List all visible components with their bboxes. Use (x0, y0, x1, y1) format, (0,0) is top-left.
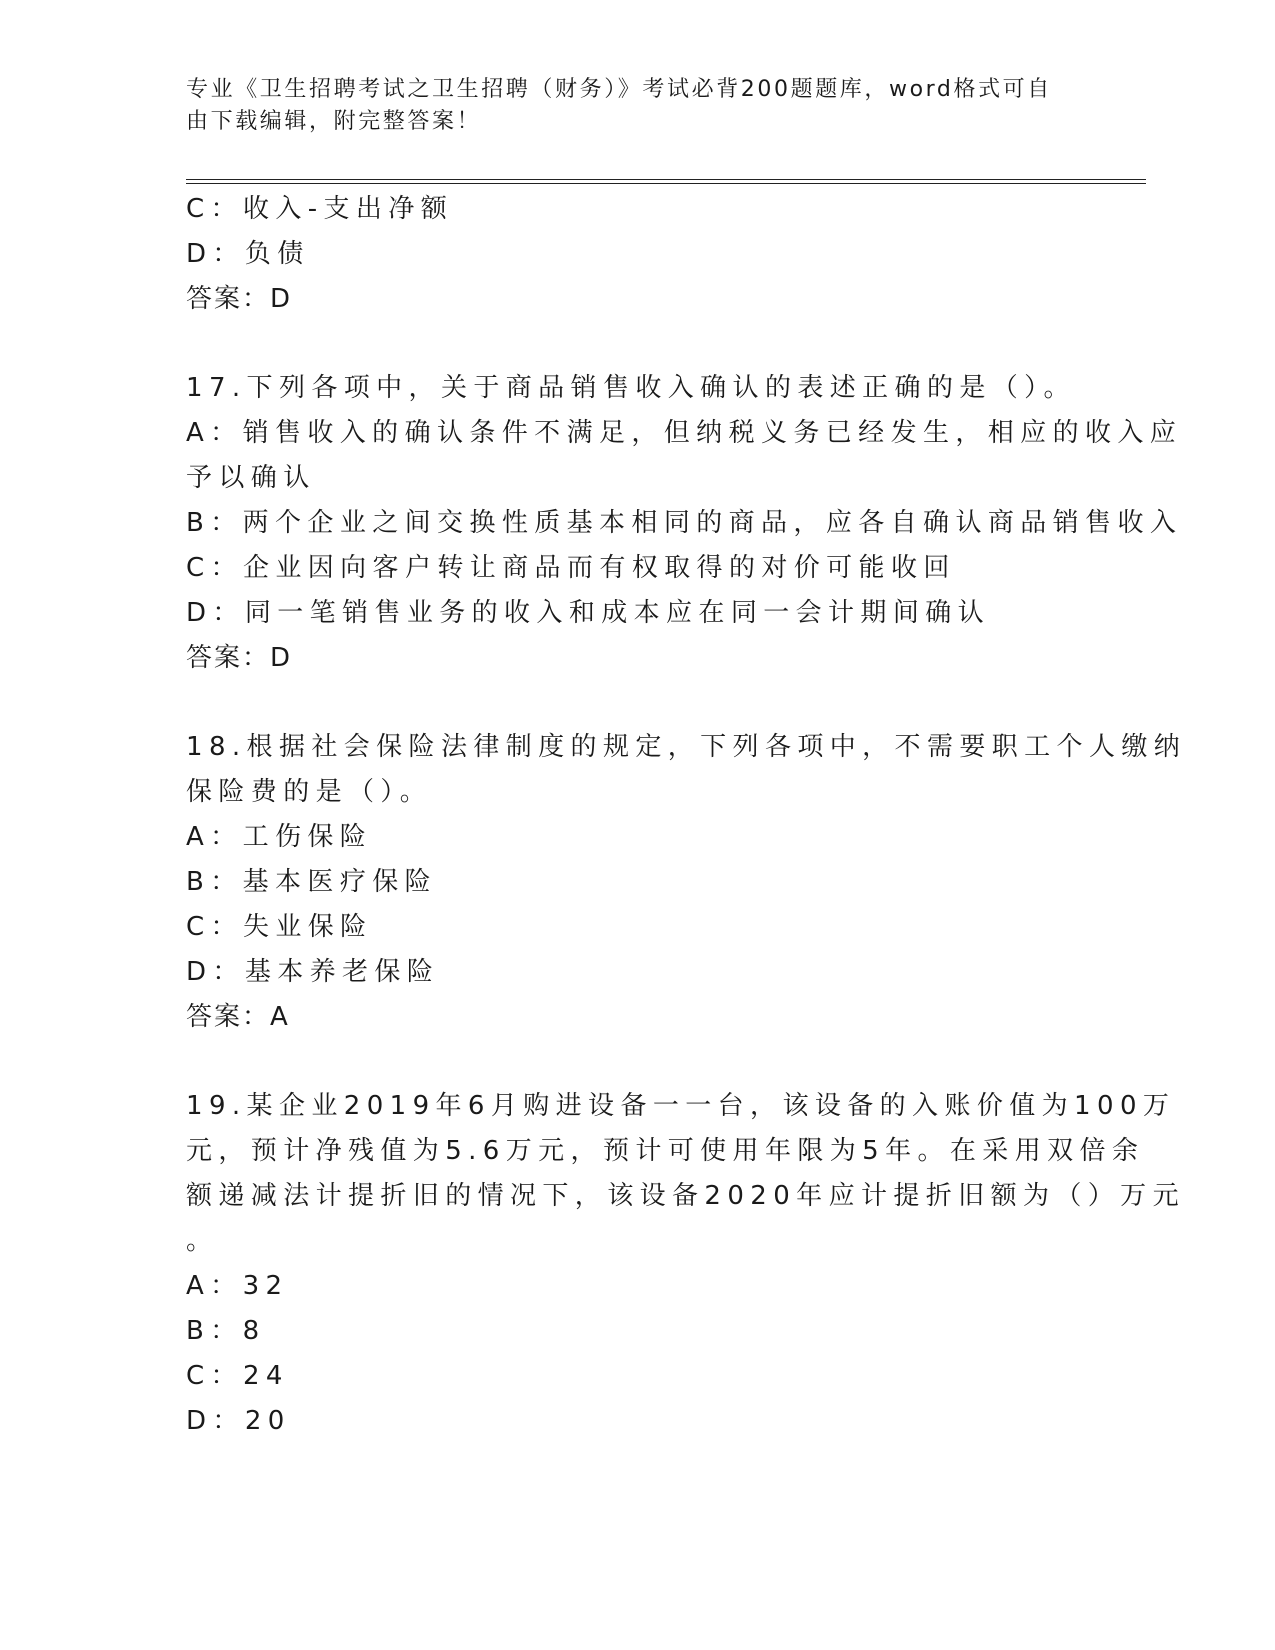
q17-option-b: B：两个企业之间交换性质基本相同的商品，应各自确认商品销售收入 (186, 508, 1183, 538)
q19-option-c: C：24 (186, 1361, 289, 1391)
q19-stem-line-3: 额递减法计提折旧的情况下，该设备2020年应计提折旧额为（）万元 (186, 1181, 1185, 1211)
q16-option-d: D：负债 (186, 239, 310, 269)
q19-stem-line-1: 19.某企业2019年6月购进设备一一台，该设备的入账价值为100万 (186, 1091, 1176, 1121)
q17-option-a-line-1: A：销售收入的确认条件不满足，但纳税义务已经发生，相应的收入应 (186, 418, 1183, 448)
header-rule-top (186, 179, 1146, 180)
header-line-2: 由下载编辑，附完整答案！ (186, 109, 482, 134)
q17-option-c: C：企业因向客户转让商品而有权取得的对价可能收回 (186, 553, 956, 583)
q19-option-d: D：20 (186, 1406, 291, 1436)
q18-stem-line-1: 18.根据社会保险法律制度的规定，下列各项中，不需要职工个人缴纳 (186, 732, 1187, 762)
q17-option-d: D：同一笔销售业务的收入和成本应在同一会计期间确认 (186, 598, 991, 628)
q16-option-c: C：收入-支出净额 (186, 194, 454, 224)
q18-option-a: A：工伤保险 (186, 822, 373, 852)
q19-stem-line-2: 元，预计净残值为5.6万元，预计可使用年限为5年。在采用双倍余 (186, 1136, 1145, 1166)
q18-stem-line-2: 保险费的是（）。 (186, 777, 433, 807)
q18-answer: 答案：A (186, 1002, 290, 1032)
q17-stem: 17.下列各项中，关于商品销售收入确认的表述正确的是（）。 (186, 373, 1076, 403)
q18-option-b: B：基本医疗保险 (186, 867, 438, 897)
q18-option-c: C：失业保险 (186, 912, 373, 942)
header-rule-bottom (186, 183, 1146, 184)
q18-option-d: D：基本养老保险 (186, 957, 440, 987)
q16-answer: 答案：D (186, 284, 293, 314)
q19-option-b: B：8 (186, 1316, 266, 1346)
document-header (186, 74, 1066, 138)
q17-option-a-line-2: 予以确认 (186, 463, 316, 493)
header-line-1: 专业《卫生招聘考试之卫生招聘（财务）》考试必背200题题库，word格式可自 (186, 77, 1052, 102)
q19-stem-line-4: 。 (186, 1226, 219, 1256)
q17-answer: 答案：D (186, 643, 293, 673)
q19-option-a: A：32 (186, 1271, 289, 1301)
